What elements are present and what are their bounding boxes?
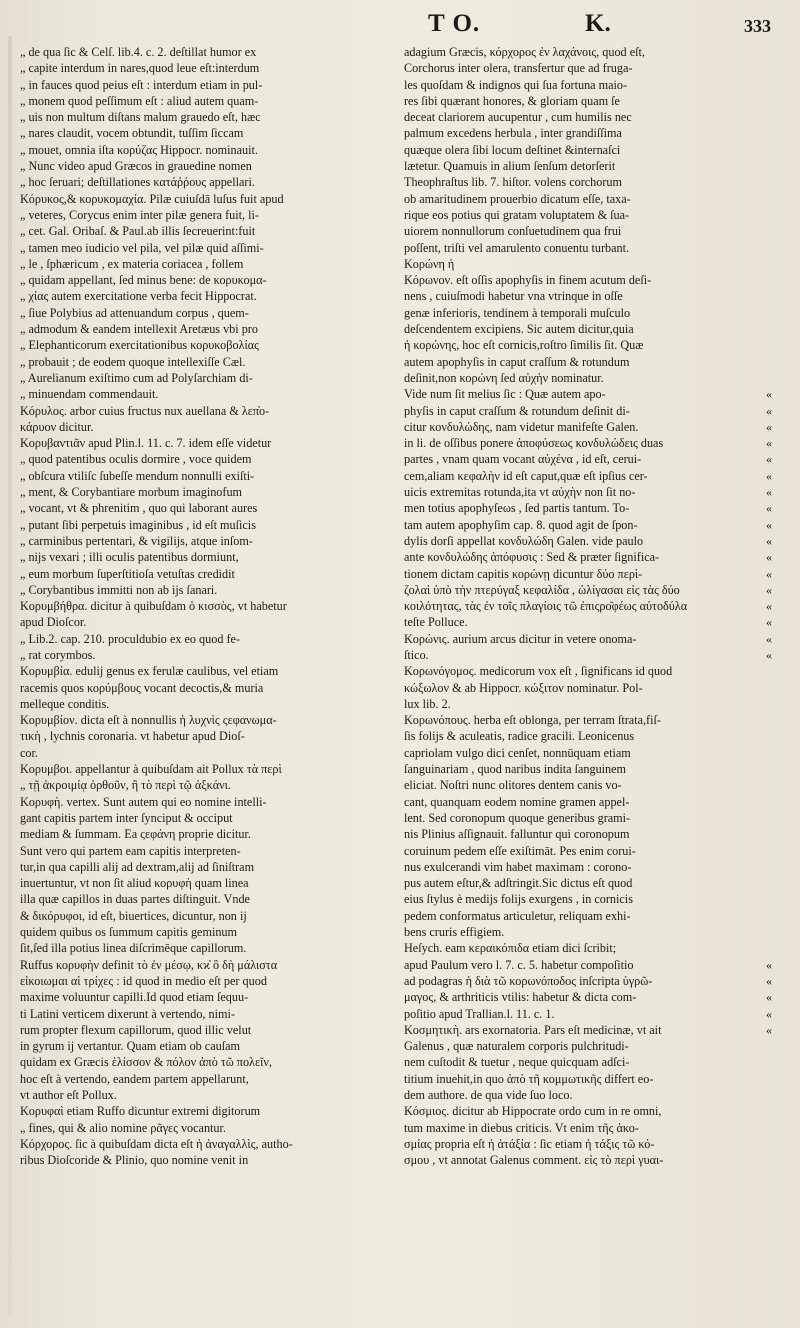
margin-quote-mark: « [766, 517, 772, 532]
margin-quote-mark [766, 777, 788, 793]
running-header [0, 6, 800, 40]
text-line: uiorem nonnullorum conſuetudinem qua frui [404, 224, 622, 239]
text-line: „ ſiue Polybius ad attenuandum corpus , quem- [20, 305, 249, 320]
text-line: uicis extremitas rotunda,ita vt αὐχὴν non ſit no- [404, 485, 636, 500]
text-line: nem cuſtodit & tuetur , neque quicquam adſci- [404, 1055, 630, 1070]
margin-quote-mark: « [766, 485, 772, 500]
text-line: in gyrum ij vertantur. Quam etiam ob cauſam [20, 1039, 240, 1054]
text-line: dem authore. de qua vide ſuo loco. [404, 1088, 573, 1102]
margin-quote-mark: « [766, 403, 772, 418]
text-line: „ in fauces quod peius eſt : interdum etiam in pul- [20, 77, 263, 92]
text-line: palmum excedens herbula , inter grandiſſima [404, 126, 622, 141]
margin-quote-mark: « [766, 582, 772, 597]
text-line: rum propter flexum capillorum, quod illic velut [20, 1022, 252, 1037]
text-line: Κοσμητικὴ. ars exornatoria. Pars eſt medicinæ, vt ait [404, 1022, 662, 1037]
margin-quote-mark: « [766, 990, 772, 1005]
text-line: mediam & ſummam. Ea ςεφάνη proprie dicitur. [20, 827, 251, 842]
margin-quote-mark: « [766, 468, 772, 483]
text-line: Κορυμβήθρα. dicitur à quibuſdam ὁ κισσὸς, vt habetur [20, 599, 287, 614]
text-line: „ nijs vexari ; illi oculis patentibus dormiunt, [20, 550, 239, 565]
margin-quote-mark [766, 761, 788, 777]
text-line: „ tamen meo iudicio vel pila, vel pilæ quid aſſimi- [20, 240, 264, 255]
text-line: melleque conditis. [20, 696, 110, 711]
margin-quote-mark [766, 288, 788, 304]
margin-quote-mark: « [766, 615, 772, 630]
text-line: Κορυμβοι. appellantur à quibuſdam ait Pollux τὰ περὶ [20, 762, 282, 777]
text-line: „ minuendam commendauit. [20, 387, 159, 402]
text-line: Ruffus κορυφὴν definit τὸ ἐν μέσῳ, κϰ̓ ὃ δὴ μάλιστα [20, 957, 278, 972]
text-line: Κορυφαὶ etiam Ruffo dicuntur extremi digitorum [20, 1104, 261, 1119]
margin-quote-mark [766, 1168, 788, 1184]
text-line: ſis folijs & aculeatis, radice gracili. Leonicenus [404, 729, 635, 744]
text-line: κώξωλον & ab Hippocr. κώξιτον nominatur. Pol- [404, 680, 643, 695]
text-line: pedem conformatus articuletur, reliquam exhi- [404, 908, 631, 923]
margin-quote-mark [766, 1136, 788, 1152]
text-line: „ rat corymbos. [20, 647, 96, 662]
text-line: Theophraſtus lib. 7. hiſtor. volens corchorum [404, 175, 622, 190]
page-number: 333 [744, 16, 771, 36]
margin-quote-mark: « [766, 599, 772, 614]
text-line: „ eum morbum ſuperſtitioſa vetuſtas credidit [20, 566, 235, 581]
margin-quote-mark [766, 1038, 788, 1054]
text-line: partes , vnam quam vocant αὐχένα , id eſt, cerui- [404, 452, 642, 467]
margin-quote-mark [766, 93, 788, 109]
text-line: deceat clariorem aucupentur , cum humilis nec [404, 110, 632, 125]
margin-quote-mark [766, 875, 788, 891]
text-line: ti Latini verticem dixerunt à vertendo, nimi- [20, 1006, 235, 1021]
margin-quote-mark: « [766, 533, 772, 548]
text-line: „ cet. Gal. Oribaſ. & Paul.ab illis ſecreuerint:fuit [20, 224, 256, 239]
binding-shadow [8, 36, 12, 1316]
text-line: quidam ex Græcis ἑλίσσον & πόλον ἀπὸ τῶ πολεῖν, [20, 1055, 272, 1070]
text-line: „ obſcura vtiliſc ſubeſſe mendum nonnulli exiſti- [20, 468, 255, 483]
text-line: cant, quanquam eodem nomine gramen appel- [404, 794, 630, 809]
text-line: apud Paulum vero l. 7. c. 5. habetur compoſitio [404, 957, 634, 972]
text-line: tum maxime in diebus criticis. Vt enim τῆς ἀκο- [404, 1120, 639, 1135]
text-line: ſanguinariam , quod naribus indita ſanguinem [404, 762, 627, 777]
text-line: lux lib. 2. [404, 696, 451, 711]
margin-quote-mark [766, 223, 788, 239]
margin-quote-mark [766, 810, 788, 826]
margin-quote-mark: « [766, 1022, 772, 1037]
text-line: lætetur. Quamuis in alium ſenſum detorſerit [404, 159, 616, 174]
text-line: tionem dictam capitis κορώνῃ dicuntur δύο περὶ- [404, 566, 643, 581]
text-line: „ uis non multum diſtans malum grauedo eſt, hæc [20, 110, 261, 125]
text-line: vt author eſt Pollux. [20, 1088, 117, 1102]
text-line: ob amaritudinem prouerbio dicatum eſſe, taxa- [404, 191, 631, 206]
text-line: „ probauit ; de eodem quoque intellexiſſe Cæl. [20, 354, 246, 369]
text-line: „ quod patentibus oculis dormire , voce quidem [20, 452, 252, 467]
text-line: Κορωνόπους. herba eſt oblonga, per terram ſtrata,fiſ- [404, 713, 661, 728]
margin-quote-mark [766, 158, 788, 174]
text-line: σμίας propria eſt ἡ ἀτάξία : ſic etiam ἡ τάξις τῶ κό- [404, 1136, 655, 1151]
text-line: Corchorus inter olera, transfertur que ad fruga- [404, 61, 633, 76]
text-line: Κορυμβίον. dicta eſt à nonnullis ἡ λυχνὶς ςεφανωμα- [20, 713, 277, 728]
text-line: „ fines, qui & alio nomine ρᾶγες vocantur. [20, 1120, 226, 1135]
margin-quote-mark [766, 891, 788, 907]
text-line: Κόρωνον. eſt oſſis apophyſis in finem acutum deſi- [404, 273, 652, 288]
text-line: les quoſdam & indignos qui ſua fortuna maio- [404, 77, 628, 92]
text-line: autem apophyſis in caput craſſum & rotundum [404, 354, 630, 369]
text-line: „ le , ſphæricum , ex materia coriacea , follem [20, 256, 244, 271]
margin-quote-mark [766, 305, 788, 321]
margin-quote-mark: « [766, 647, 772, 662]
text-line: Κορυφὴ. vertex. Sunt autem qui eo nomine intelli- [20, 794, 267, 809]
text-line: „ Lib.2. cap. 210. proculdubio ex eo quod fe- [20, 631, 240, 646]
left-text-column [20, 44, 380, 1168]
margin-quote-mark: « [766, 957, 772, 972]
margin-quote-mark [766, 826, 788, 842]
margin-quote-mark [766, 240, 788, 256]
text-line: „ veteres, Corycus enim inter pilæ genera fuit, li- [20, 207, 259, 222]
text-line: „ Nunc video apud Græcos in grauedine nomen [20, 159, 252, 174]
margin-quote-mark [766, 125, 788, 141]
margin-quote-mark [766, 142, 788, 158]
margin-quote-mark: « [766, 419, 772, 434]
margin-quote-mark: « [766, 1006, 772, 1021]
text-line: illa quæ capillos in duas partes diſtinguit. Vnde [20, 892, 250, 907]
margin-quote-mark [766, 1120, 788, 1136]
text-line: Κορώνις. aurium arcus dicitur in vetere onoma- [404, 631, 637, 646]
text-line: „ putant ſibi perpetuis imaginibus , id eſt muſicis [20, 517, 256, 532]
text-line: maxime voluuntur capilli.Id quod etiam ſequu- [20, 990, 249, 1005]
text-line: nis Plinius aſſignauit. falluntur qui coronopum [404, 827, 630, 842]
text-line: Κορυμβία. edulij genus ex ferulæ caulibus, vel etiam [20, 664, 279, 679]
text-line: quæque olera ſibi locum deſtinet &internaſci [404, 142, 621, 157]
text-line: Heſych. eam κεραικόπιδα etiam dici ſcribit; [404, 941, 617, 956]
right-text-column [404, 44, 762, 1168]
text-line: „ capite interdum in nares,quod leue eſt:interdum [20, 61, 260, 76]
margin-quote-mark [766, 745, 788, 761]
text-line: titium inuehit,in quo ἀπὸ τῆ κομμωτικῆς differt eo- [404, 1071, 654, 1086]
text-line: hoc eſt à vertendo, eandem partem appellarunt, [20, 1071, 249, 1086]
margin-quote-mark [766, 908, 788, 924]
margin-quote-mark [766, 109, 788, 125]
text-line: ſtico. [404, 647, 429, 662]
margin-quote-mark [766, 712, 788, 728]
text-line: nens , cuiuſmodi habetur vna vtrinque in oſſe [404, 289, 623, 304]
margin-quote-mark [766, 1103, 788, 1119]
text-line: „ monem quod peſſimum eſt : aliud autem quam- [20, 93, 259, 108]
margin-quote-mark [766, 843, 788, 859]
margin-quote-mark [766, 1071, 788, 1087]
text-line: ζολαὶ ὑπὸ τὴν πτερύγαξ κεφαλίδα , ὡλίγασαι εἰς τὰς δύο [404, 582, 680, 597]
text-line: „ carminibus pertentari, & vigilijs, atque inſom- [20, 533, 253, 548]
margin-quote-mark: « [766, 566, 772, 581]
text-line: & δικόρυφοι, id eſt, biuertices, dicuntur, non ij [20, 908, 247, 923]
margin-quote-mark [766, 696, 788, 712]
text-line: ante κονδυλώδης ἀπόφυσις : Sed & præter ſignifica- [404, 550, 660, 565]
text-line: „ Corybantibus immitti non ab ijs ſanari. [20, 582, 218, 597]
text-line: deſcendentem excipiens. Sic autem dicitur,quia [404, 322, 634, 337]
margin-quote-mark [766, 940, 788, 956]
text-line: lent. Sed coronopum quoque generibus grami- [404, 810, 631, 825]
margin-quote-mark: « [766, 452, 772, 467]
text-line: deſinit,non κορώνη ſed αὐχὴν nominatur. [404, 370, 604, 385]
margin-quote-mark [766, 794, 788, 810]
text-line: „ de qua ſic & Celſ. lib.4. c. 2. deſtillat humor ex [20, 45, 257, 59]
text-line: eius ſtylus è medijs folijs exurgens , in cornicis [404, 892, 633, 907]
text-line: „ ment, & Corybantiare morbum imaginofum [20, 485, 243, 500]
margin-quote-mark [766, 174, 788, 190]
text-line: nus exulcerandi vim habet maximam : corono- [404, 859, 632, 874]
text-line: eliciat. Noſtri nunc olitores dentem canis vo- [404, 778, 622, 793]
text-line: cem,aliam κεφαλὴν id eſt caput,quæ eſt ipſius cer- [404, 468, 648, 483]
text-line: Κόρυλος. arbor cuius fructus nux auellana & λεπ̓ο- [20, 403, 270, 418]
text-line: „ hoc ſeruari; deſtillationes κατάῤῥους appellari. [20, 175, 255, 190]
margin-quote-mark [766, 680, 788, 696]
margin-quote-mark [766, 663, 788, 679]
text-line: Vide num ſit melius ſic : Quæ autem apo- [404, 387, 606, 402]
text-line: Sunt vero qui partem eam capitis interpreten- [20, 843, 241, 858]
text-line: „ Aurelianum exiſtimo cum ad Polyſarchiam di- [20, 370, 253, 385]
text-line: ribus Dioſcoride & Plinio, quo nomine venit in [20, 1153, 249, 1168]
text-line: Κόσμιος. dicitur ab Hippocrate ordo cum in re omni, [404, 1104, 662, 1119]
margin-quote-mark [766, 321, 788, 337]
text-line: Κορωνόγομος. medicorum vox eſt , ſignificans id quod [404, 664, 673, 679]
text-line: gant capitis partem inter ſynciput & occiput [20, 810, 233, 825]
text-line: cor. [20, 745, 38, 760]
text-line: Κορώνη ἡ [404, 256, 455, 271]
text-line: dylis dorſi appellat κονδυλώδη Galen. vide paulo [404, 533, 644, 548]
text-line: pus autem eſtur,& adſtringit.Sic dictus eſt quod [404, 876, 633, 891]
text-line: τικὴ , lychnis coronaria. vt habetur apud Dioſ- [20, 729, 245, 744]
text-line: citur κονδυλώδης, nam videtur manifeſte Galen. [404, 419, 639, 434]
text-line: Κόρχορος. ſic à quibuſdam dicta eſt ἡ ἀναγαλλὶς, autho- [20, 1136, 293, 1151]
text-line: res ſibi quærant honores, & gloriam quam ſe [404, 93, 620, 108]
margin-quote-mark [766, 77, 788, 93]
margin-quote-mark [766, 191, 788, 207]
text-line: μαγος, & arthriticis vtilis: habetur & dicta com- [404, 990, 637, 1005]
text-line: bens cruris effigiem. [404, 925, 505, 940]
text-line: εἰκοιωμαι αἱ τρίχες : id quod in medio eſt per quod [20, 973, 267, 988]
text-line: κάρυον dicitur. [20, 419, 94, 434]
margin-quote-mark [766, 207, 788, 223]
margin-quote-mark [766, 859, 788, 875]
margin-quote-mark [766, 354, 788, 370]
margin-quote-mark: « [766, 631, 772, 646]
margin-quote-mark [766, 1185, 788, 1201]
margin-quote-mark [766, 272, 788, 288]
margin-quote-mark [766, 1087, 788, 1103]
text-line: genæ inferioris, tendinem à temporali muſculo [404, 305, 631, 320]
text-line: rique eos potius qui gratam voluptatem & ſua- [404, 207, 630, 222]
text-line: „ quidam appellant, ſed minus bene: de κορυκομα- [20, 273, 267, 288]
text-line: ἡ κορώνης, hoc eſt cornicis,roſtro ſimilis ſit. Quæ [404, 338, 644, 353]
margin-quote-mark: « [766, 436, 772, 451]
text-line: „ mouet, omnia iſta κορύζας Hippocr. nominauit. [20, 142, 258, 157]
margin-quote-mark [766, 44, 788, 60]
margin-quote-mark [766, 1152, 788, 1168]
margin-quote-mark: « [766, 501, 772, 516]
margin-quote-mark [766, 924, 788, 940]
text-line: quidem quibus os ſummum capitis geminum [20, 925, 237, 940]
text-line: ſit,ſed illa potius linea diſcrimēque capillorum. [20, 941, 247, 956]
text-line: poſitio apud Trallian.l. 11. c. 1. [404, 1006, 555, 1021]
text-line: tur,in qua capilli alij ad dextram,alij ad ſiniſtram [20, 859, 255, 874]
text-line: teſte Polluce. [404, 615, 468, 630]
right-margin-quote-marks [766, 44, 788, 1201]
margin-quote-mark [766, 256, 788, 272]
margin-quote-mark [766, 370, 788, 386]
text-line: capriolam vulgo dici cenſet, nonnūquam etiam [404, 745, 631, 760]
margin-quote-mark [766, 1054, 788, 1070]
text-line: apud Dioſcor. [20, 615, 87, 630]
margin-quote-mark: « [766, 973, 772, 988]
text-line: „ Elephanticorum exercitationibus κορυκοβολίας [20, 338, 259, 353]
text-line: „ vocant, vt & phrenitim , quo qui laborant aures [20, 501, 258, 516]
text-line: ad podagras ἡ διὰ τῶ κορωνόποδος inſcripta ὑγρῶ- [404, 973, 653, 988]
text-line: in li. de oſſibus ponere ἀποφύσεως κονδυλώδεις duas [404, 436, 664, 451]
header-mid-letter: K. [585, 10, 611, 37]
text-line: Κόρυκος,& κορυκομαχία. Pilæ cuiuſdā luſus fuit apud [20, 191, 284, 206]
text-line: „ admodum & eandem intellexit Aretæus vbi pro [20, 322, 258, 337]
text-line: racemis quos κορύμβους vocant decoctis,& muria [20, 680, 264, 695]
text-line: κοιλότητας, τὰς ἐν τοῖς πλαγίοις τῶ ἐπιςρο͂φέως αὐτοδύλα [404, 599, 688, 614]
text-line: inuertuntur, vt non ſit aliud κορυφὴ quam linea [20, 876, 249, 891]
text-line: tam autem apophyſim cap. 8. quod agit de ſpon- [404, 517, 638, 532]
text-line: poſſent, triſti vel amarulento conuentu turbant. [404, 240, 630, 255]
margin-quote-mark: « [766, 550, 772, 565]
text-line: phyſis in caput craſſum & rotundum deſinit di- [404, 403, 630, 418]
text-line: coruinum pedem eſſe exiſtimāt. Pes enim corui- [404, 843, 636, 858]
text-line: „ nares claudit, vocem obtundit, tuſſim ſiccam [20, 126, 244, 141]
margin-quote-mark [766, 728, 788, 744]
text-line: σμου , vt annotat Galenus comment. εἰς τὸ περὶ γυαι- [404, 1153, 664, 1168]
text-line: Κορυβαντιᾶν apud Plin.l. 11. c. 7. idem eſſe videtur [20, 436, 272, 451]
text-line: „ τῇ ἀκροιμίᾳ ὀρθοῦν, ἢ τὸ περὶ τῷ ἀξκάνι. [20, 778, 231, 793]
text-line: „ χίας autem exercitatione verba fecit Hippocrat. [20, 289, 257, 304]
margin-quote-mark: « [766, 387, 772, 402]
text-line: Galenus , quæ naturalem corporis pulchritudi- [404, 1039, 629, 1054]
margin-quote-mark [766, 337, 788, 353]
text-line: adagium Græcis, κόρχορος ἐν λαχάνοις, quod eſt, [404, 45, 645, 59]
margin-quote-mark [766, 60, 788, 76]
text-line: men totius apophyſeωs , ſed partis tantum. To- [404, 501, 630, 516]
header-left-letters: T O. [428, 10, 481, 37]
